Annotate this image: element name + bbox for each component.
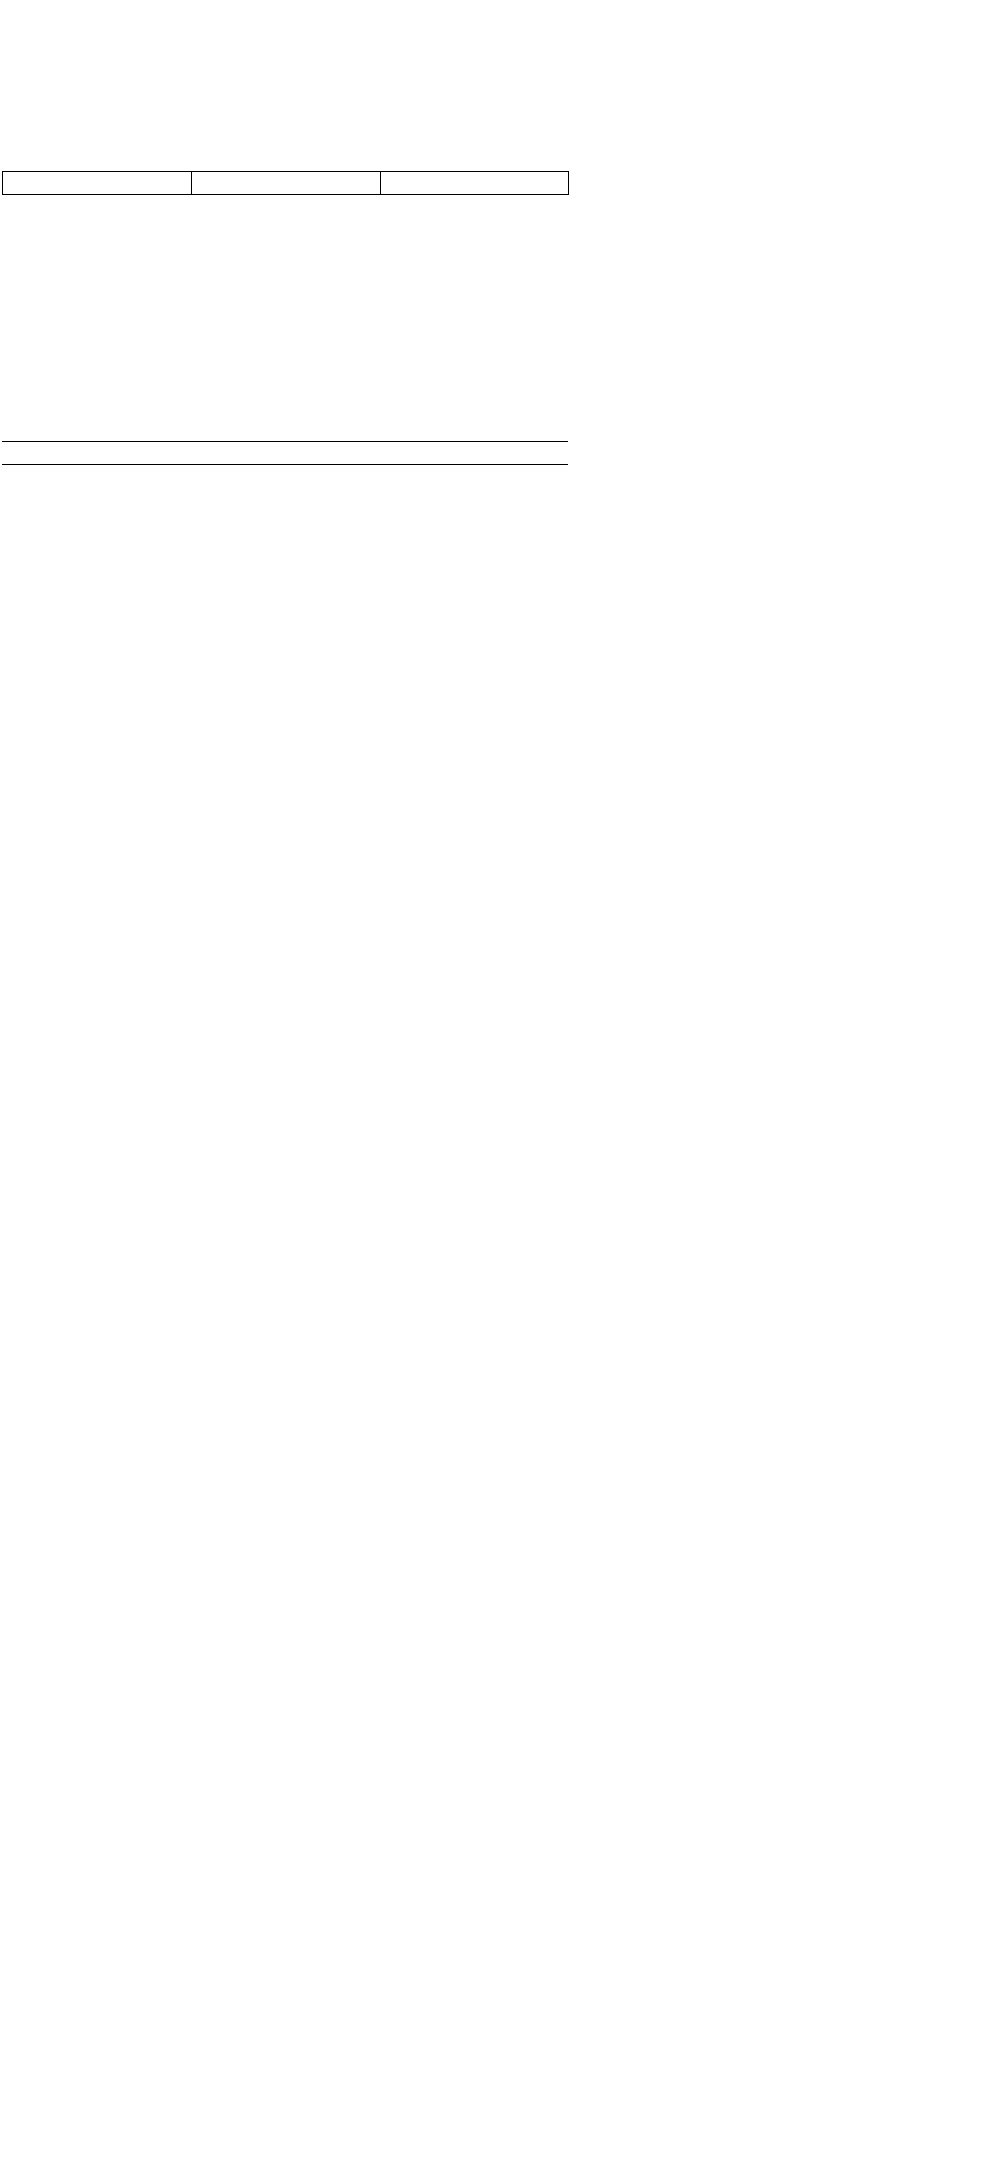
plan-2-header (191, 171, 381, 195)
plan-3-header (380, 171, 569, 195)
section-title (2, 441, 568, 465)
plan-1-header (2, 171, 192, 195)
page-title (2, 140, 568, 170)
